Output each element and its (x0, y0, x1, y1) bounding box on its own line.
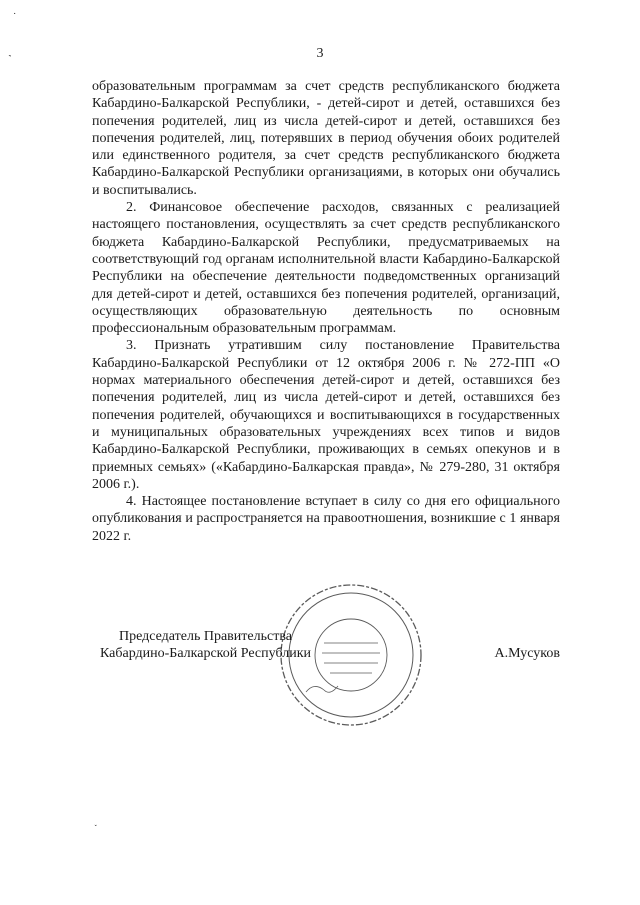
document-body (92, 78, 560, 545)
scan-speck-mark: ˺ (8, 54, 12, 65)
scan-speck-mark: ˯ (94, 816, 98, 827)
paragraph-item-3: 3. Признать утратившим силу постановление Правительства Кабардино-Балкарской Республики от 12 октября 2006 г. № 272-ПП «О нормах материального обеспечения детей-сирот и детей, оставшихся без попечения родителей, лиц из числа детей-сирот и детей, оставшихся без попечения родителей, обучающихся и воспитывающихся в государственных и муниципальных образовательных учреждениях всех типов и видов Кабардино-Балкарской Республики, проживающих в семьях опекунов и в приемных семьях» («Кабардино-Балкарская правда», № 279-280, 31 октября 2006 г.). (92, 338, 560, 492)
signer-name: А.Мусуков (494, 646, 560, 661)
paragraph-continuation: образовательным программам за счет средств республиканского бюджета Кабардино-Балкарской Республики, - детей-сирот и детей, оставшихся без попечения родителей, лиц из числа детей-сирот и детей, оставшихся без попечения родителей, лиц, потерявших в период обучения обоих родителей или единственного родителя, за счет средств республиканского бюджета Кабардино-Балкарской Республики организациями, в которых они обучались и воспитывались. (92, 79, 560, 198)
paragraph-item-4: 4. Настоящее постановление вступает в силу со дня его официального опубликования и распространяется на правоотношения, возникшие с 1 января 2022 г. (92, 494, 560, 544)
scan-speck-mark: ˙ (13, 12, 17, 23)
paragraph-item-2: 2. Финансовое обеспечение расходов, связанных с реализацией настоящего постановления, осуществлять за счет средств республиканского бюджета Кабардино-Балкарской Республики, предусматриваемых на соответствующий год органам исполнительной власти Кабардино-Балкарской Республики на обеспечение деятельности подведомственных организаций для детей-сирот и детей, оставшихся без попечения родителей, организаций, осуществляющих образовательную деятельность по основным профессиональным образовательным программам. (92, 200, 560, 337)
signer-position-line-2: Кабардино-Балкарской Республики (100, 646, 311, 661)
signature-block (92, 624, 564, 744)
signer-position-line-1: Председатель Правительства (119, 629, 292, 644)
page-number: 3 (316, 46, 324, 61)
